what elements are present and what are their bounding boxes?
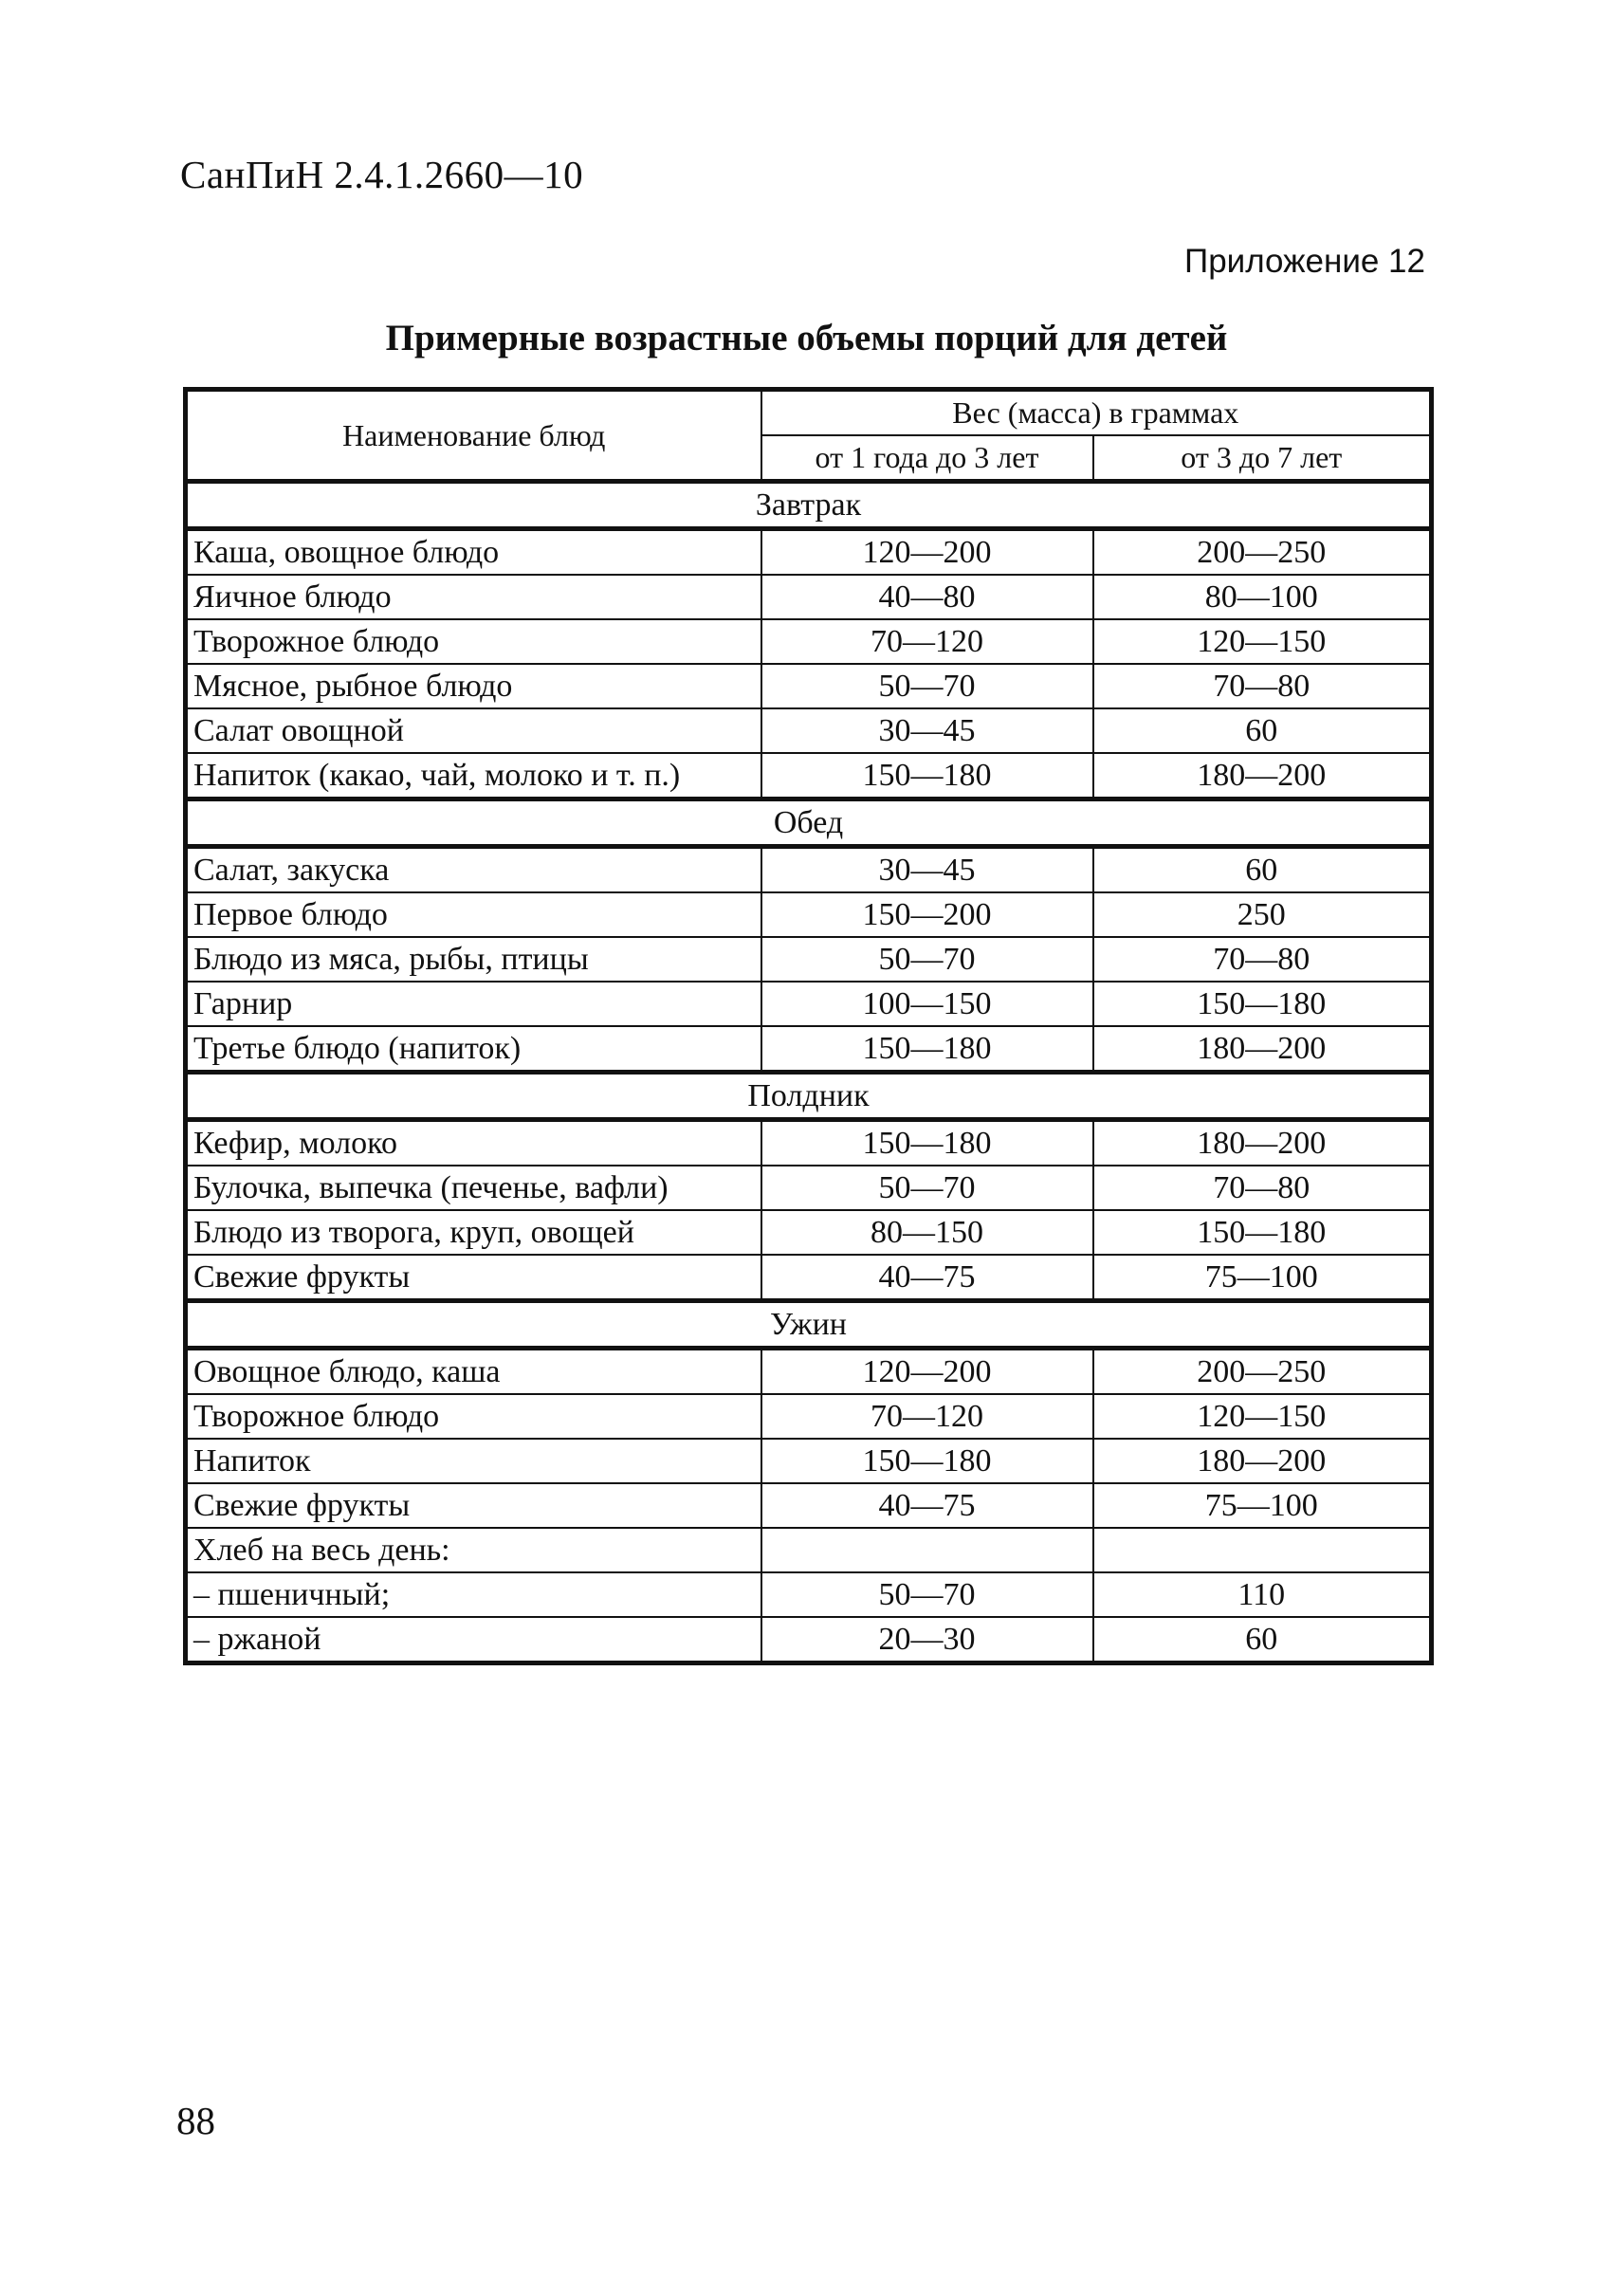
weight-age-3-7-cell: 200—250 xyxy=(1093,1349,1432,1395)
weight-age-1-3-cell xyxy=(761,1528,1093,1572)
dish-name-cell: Гарнир xyxy=(186,982,761,1026)
weight-age-1-3-cell: 50—70 xyxy=(761,1166,1093,1210)
weight-age-3-7-cell: 150—180 xyxy=(1093,982,1432,1026)
weight-age-1-3-cell: 50—70 xyxy=(761,937,1093,982)
column-header-weight: Вес (масса) в граммах xyxy=(761,390,1432,436)
table-row xyxy=(186,847,1432,893)
dish-name-cell: – пшеничный; xyxy=(186,1572,761,1617)
section-row xyxy=(186,482,1432,529)
table-row xyxy=(186,1617,1432,1663)
table-row xyxy=(186,1255,1432,1301)
column-header-age-3-7: от 3 до 7 лет xyxy=(1093,435,1432,482)
weight-age-1-3-cell: 150—180 xyxy=(761,753,1093,799)
table-row xyxy=(186,1120,1432,1166)
portion-table xyxy=(183,387,1434,1665)
weight-age-1-3-cell: 50—70 xyxy=(761,1572,1093,1617)
dish-name-cell: Яичное блюдо xyxy=(186,575,761,619)
weight-age-3-7-cell: 75—100 xyxy=(1093,1483,1432,1528)
column-header-dish-name: Наименование блюд xyxy=(186,390,761,482)
weight-age-3-7-cell: 75—100 xyxy=(1093,1255,1432,1301)
dish-name-cell: Первое блюдо xyxy=(186,892,761,937)
table-row xyxy=(186,982,1432,1026)
table-row xyxy=(186,1026,1432,1073)
weight-age-3-7-cell: 180—200 xyxy=(1093,753,1432,799)
weight-age-3-7-cell: 70—80 xyxy=(1093,664,1432,708)
table-row xyxy=(186,1439,1432,1483)
table-row xyxy=(186,575,1432,619)
section-row xyxy=(186,1073,1432,1120)
page-number: 88 xyxy=(176,2099,215,2142)
appendix-label: Приложение 12 xyxy=(1184,243,1425,280)
dish-name-cell: Каша, овощное блюдо xyxy=(186,529,761,576)
weight-age-3-7-cell: 150—180 xyxy=(1093,1210,1432,1255)
section-title: Завтрак xyxy=(186,482,1432,529)
weight-age-1-3-cell: 50—70 xyxy=(761,664,1093,708)
section-title: Обед xyxy=(186,799,1432,847)
page-title: Примерные возрастные объемы порций для детей xyxy=(385,318,1228,358)
weight-age-1-3-cell: 150—200 xyxy=(761,892,1093,937)
section-title: Ужин xyxy=(186,1301,1432,1349)
weight-age-3-7-cell: 180—200 xyxy=(1093,1120,1432,1166)
dish-name-cell: Свежие фрукты xyxy=(186,1483,761,1528)
weight-age-3-7-cell: 200—250 xyxy=(1093,529,1432,576)
weight-age-1-3-cell: 120—200 xyxy=(761,529,1093,576)
dish-name-cell: Салат овощной xyxy=(186,708,761,753)
table-row xyxy=(186,937,1432,982)
weight-age-1-3-cell: 150—180 xyxy=(761,1439,1093,1483)
weight-age-3-7-cell: 250 xyxy=(1093,892,1432,937)
weight-age-3-7-cell: 180—200 xyxy=(1093,1026,1432,1073)
dish-name-cell: Свежие фрукты xyxy=(186,1255,761,1301)
table-body xyxy=(186,482,1432,1663)
weight-age-3-7-cell: 60 xyxy=(1093,1617,1432,1663)
section-row xyxy=(186,1301,1432,1349)
weight-age-1-3-cell: 30—45 xyxy=(761,847,1093,893)
table-row xyxy=(186,708,1432,753)
dish-name-cell: Третье блюдо (напиток) xyxy=(186,1026,761,1073)
document-code: СанПиН 2.4.1.2660—10 xyxy=(180,153,584,196)
column-header-age-1-3: от 1 года до 3 лет xyxy=(761,435,1093,482)
table-header xyxy=(186,390,1432,482)
weight-age-1-3-cell: 150—180 xyxy=(761,1120,1093,1166)
weight-age-3-7-cell: 120—150 xyxy=(1093,1394,1432,1439)
weight-age-1-3-cell: 150—180 xyxy=(761,1026,1093,1073)
weight-age-3-7-cell: 70—80 xyxy=(1093,1166,1432,1210)
weight-age-1-3-cell: 100—150 xyxy=(761,982,1093,1026)
weight-age-1-3-cell: 40—75 xyxy=(761,1483,1093,1528)
dish-name-cell: Напиток xyxy=(186,1439,761,1483)
table-row xyxy=(186,1349,1432,1395)
table-row xyxy=(186,1528,1432,1572)
dish-name-cell: Овощное блюдо, каша xyxy=(186,1349,761,1395)
table-row xyxy=(186,529,1432,576)
weight-age-3-7-cell: 80—100 xyxy=(1093,575,1432,619)
dish-name-cell: Кефир, молоко xyxy=(186,1120,761,1166)
weight-age-1-3-cell: 30—45 xyxy=(761,708,1093,753)
weight-age-3-7-cell: 60 xyxy=(1093,708,1432,753)
table-row xyxy=(186,619,1432,664)
table-row xyxy=(186,664,1432,708)
weight-age-3-7-cell xyxy=(1093,1528,1432,1572)
weight-age-1-3-cell: 70—120 xyxy=(761,619,1093,664)
dish-name-cell: Напиток (какао, чай, молоко и т. п.) xyxy=(186,753,761,799)
dish-name-cell: Творожное блюдо xyxy=(186,619,761,664)
weight-age-1-3-cell: 20—30 xyxy=(761,1617,1093,1663)
table-row xyxy=(186,892,1432,937)
section-row xyxy=(186,799,1432,847)
dish-name-cell: Блюдо из мяса, рыбы, птицы xyxy=(186,937,761,982)
weight-age-1-3-cell: 40—75 xyxy=(761,1255,1093,1301)
weight-age-3-7-cell: 180—200 xyxy=(1093,1439,1432,1483)
dish-name-cell: Хлеб на весь день: xyxy=(186,1528,761,1572)
table-row xyxy=(186,1483,1432,1528)
weight-age-1-3-cell: 120—200 xyxy=(761,1349,1093,1395)
table-row xyxy=(186,753,1432,799)
dish-name-cell: Творожное блюдо xyxy=(186,1394,761,1439)
weight-age-1-3-cell: 70—120 xyxy=(761,1394,1093,1439)
table-row xyxy=(186,1166,1432,1210)
weight-age-1-3-cell: 80—150 xyxy=(761,1210,1093,1255)
weight-age-3-7-cell: 120—150 xyxy=(1093,619,1432,664)
table-row xyxy=(186,1394,1432,1439)
weight-age-3-7-cell: 70—80 xyxy=(1093,937,1432,982)
dish-name-cell: Салат, закуска xyxy=(186,847,761,893)
dish-name-cell: Булочка, выпечка (печенье, вафли) xyxy=(186,1166,761,1210)
dish-name-cell: – ржаной xyxy=(186,1617,761,1663)
dish-name-cell: Блюдо из творога, круп, овощей xyxy=(186,1210,761,1255)
weight-age-3-7-cell: 110 xyxy=(1093,1572,1432,1617)
section-title: Полдник xyxy=(186,1073,1432,1120)
table-row xyxy=(186,1210,1432,1255)
weight-age-1-3-cell: 40—80 xyxy=(761,575,1093,619)
weight-age-3-7-cell: 60 xyxy=(1093,847,1432,893)
table-row xyxy=(186,1572,1432,1617)
dish-name-cell: Мясное, рыбное блюдо xyxy=(186,664,761,708)
